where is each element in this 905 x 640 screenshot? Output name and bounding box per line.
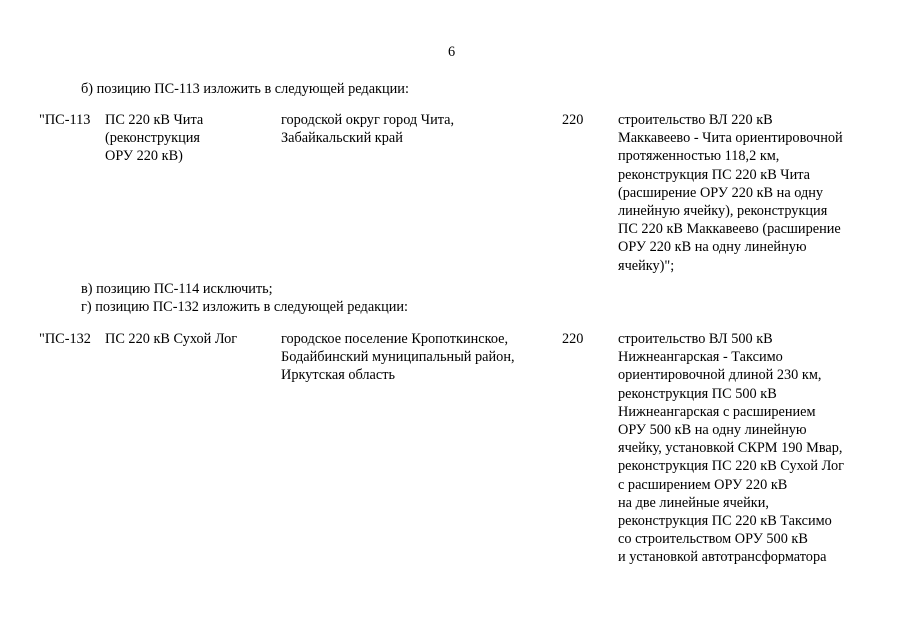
position-code: "ПС-113 (39, 112, 91, 128)
location: городское поселение Кропоткинское, Бодайбинский муниципальный район, Иркутская область (281, 331, 515, 384)
instruction-g: г) позицию ПС-132 изложить в следующей редакции: (81, 299, 409, 315)
instruction-b: б) позицию ПС-113 изложить в следующей редакции: (81, 81, 409, 97)
measures: строительство ВЛ 500 кВ Нижнеангарская - Таксимо ориентировочной длиной 230 км, реконструкция ПС 500 кВ Нижнеангарская с расширением ОРУ 500 кВ на одну линейную ячейку, установкой СКРМ 190 Мвар, реконструкция ПС 220 кВ Сухой Лог с расширением ОРУ 220 кВ на две линейные ячейки, реконструкция ПС 220 кВ Таксимо со строительством ОРУ 500 кВ и установкой автотрансформатора (618, 331, 844, 566)
substation-name: ПС 220 кВ Чита (реконструкция ОРУ 220 кВ) (105, 112, 204, 165)
location: городской округ город Чита, Забайкальский край (281, 112, 455, 147)
measures: строительство ВЛ 220 кВ Маккавеево - Чита ориентировочной протяженностью 118,2 км, реконструкция ПС 220 кВ Чита (расширение ОРУ 220 кВ на одну линейную ячейку), реконструкция ПС 220 кВ Маккавеево (расширение ОРУ 220 кВ на одну линейную ячейку)"; (618, 112, 843, 274)
voltage: 220 (562, 112, 584, 128)
instruction-v: в) позицию ПС-114 исключить; (81, 281, 273, 297)
page-number: 6 (448, 44, 456, 60)
substation-name: ПС 220 кВ Сухой Лог (105, 331, 238, 347)
position-code: "ПС-132 (39, 331, 91, 347)
voltage: 220 (562, 331, 584, 347)
